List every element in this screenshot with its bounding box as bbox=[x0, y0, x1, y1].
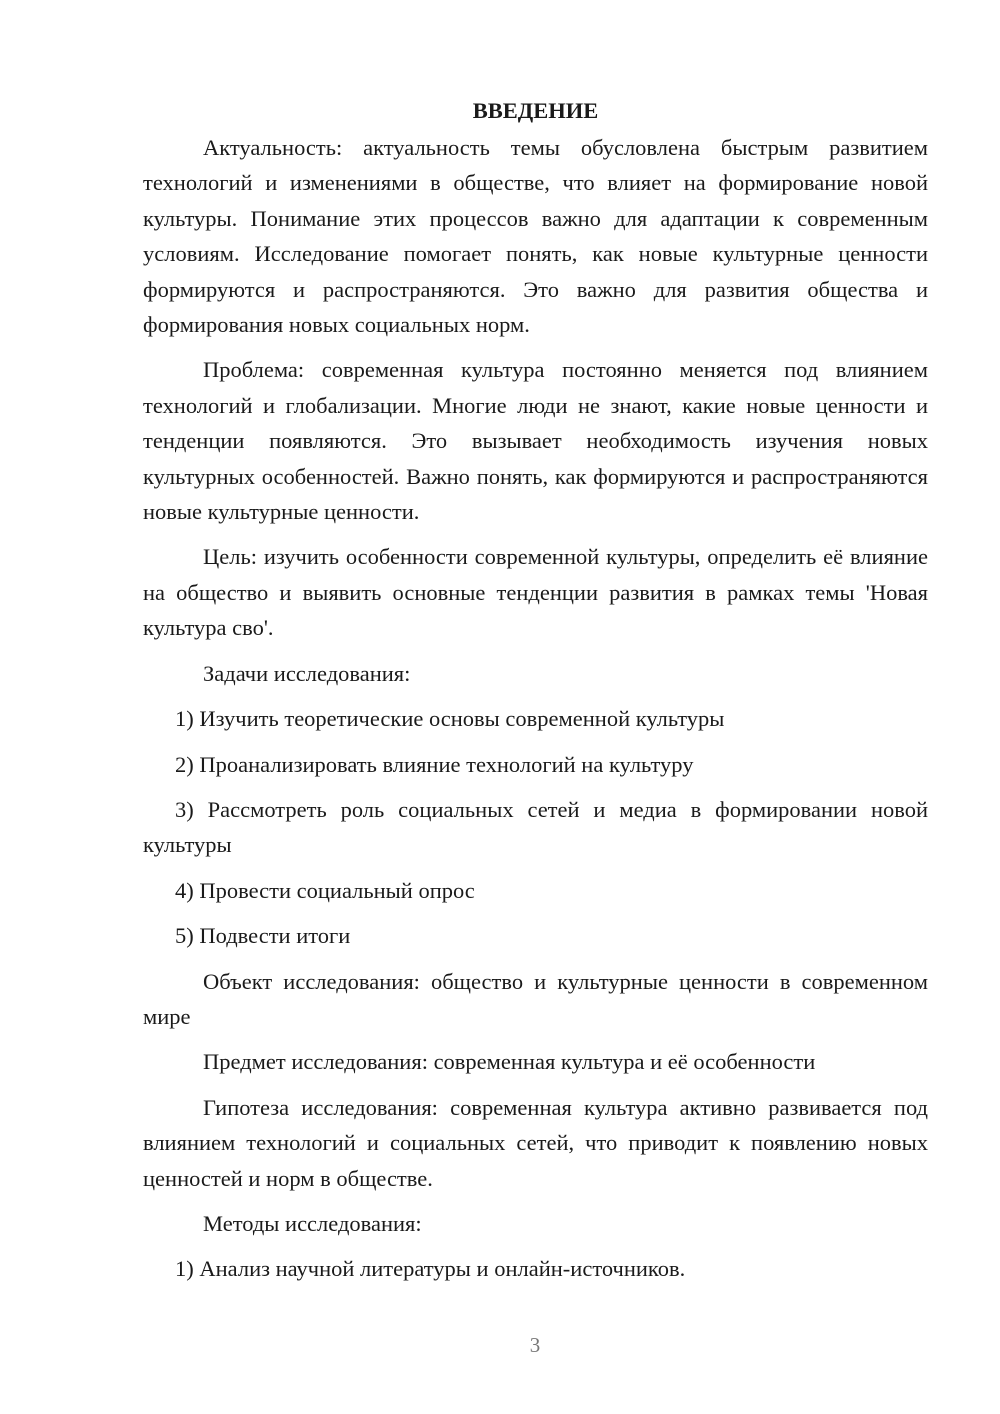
tasks-heading: Задачи исследования: bbox=[203, 660, 411, 686]
methods-heading: Методы исследования: bbox=[203, 1210, 422, 1236]
task-item: 2) Проанализировать влияние технологий на культуру bbox=[175, 751, 694, 777]
hypothesis-paragraph: Гипотеза исследования: современная культура активно развивается под влиянием технологий и социальных сетей, что приводит к появлению новых ценностей и норм в обществе. bbox=[143, 1094, 928, 1191]
object-paragraph: Объект исследования: общество и культурные ценности в современном мире bbox=[143, 968, 928, 1029]
goal-paragraph: Цель: изучить особенности современной культуры, определить её влияние на общество и выявить основные тенденции развития в рамках темы 'Новая культура сво'. bbox=[143, 544, 928, 641]
section-title: ВВЕДЕНИЕ bbox=[472, 98, 599, 123]
task-item: 1) Изучить теоретические основы современной культуры bbox=[175, 706, 725, 732]
task-item: 4) Провести социальный опрос bbox=[175, 877, 475, 903]
document-page bbox=[143, 96, 928, 1297]
page-number: 3 bbox=[529, 1333, 541, 1357]
problem-paragraph: Проблема: современная культура постоянно меняется под влиянием технологий и глобализации. Многие люди не знают, какие новые ценности и тенденции появляются. Это вызывает необходимость изучения новых культурных особенностей. Важно понять, как формируются и распространяются новые культурные ценности. bbox=[143, 357, 928, 525]
method-item: 1) Анализ научной литературы и онлайн-источников. bbox=[175, 1256, 686, 1282]
subject-paragraph: Предмет исследования: современная культура и её особенности bbox=[203, 1049, 816, 1075]
task-item: 5) Подвести итоги bbox=[175, 923, 351, 949]
relevance-paragraph: Актуальность: актуальность темы обусловлена быстрым развитием технологий и изменениями в обществе, что влияет на формирование новой культуры. Понимание этих процессов важно для адаптации к современным условиям. Исследование помогает понять, как новые культурные ценности формируются и распространяются. Это важно для развития общества и формирования новых социальных норм. bbox=[143, 135, 928, 338]
task-item: 3) Рассмотреть роль социальных сетей и медиа в формировании новой культуры bbox=[143, 796, 928, 858]
